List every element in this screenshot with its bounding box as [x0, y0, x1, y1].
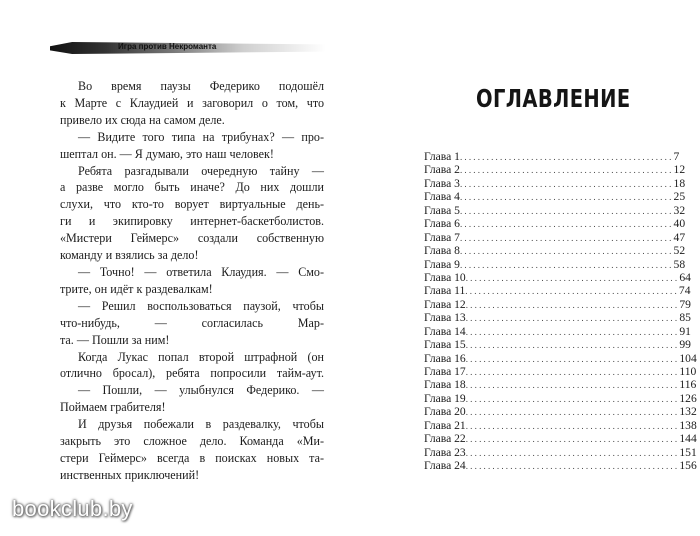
toc-page-number: 110 — [679, 365, 697, 378]
toc-row — [424, 391, 697, 405]
text-line: Когда Лукас попал второй штрафной (он — [78, 349, 324, 364]
text-line: — Точно! — ответила Клаудия. — Смо- — [78, 264, 324, 279]
text-line: команду и взялись за дело! — [60, 248, 199, 263]
toc-page-number: 91 — [679, 324, 691, 338]
toc-leader-dots: ................................................ — [465, 353, 680, 364]
toc-leader-dots: ................................................ — [459, 205, 674, 216]
text-line: «Мистери Геймерс» создали собственную — [60, 231, 324, 246]
toc-page-number: 64 — [679, 270, 691, 284]
toc-leader-dots: ................................................ — [459, 232, 674, 243]
text-line: к Марте с Клаудией и заговорил о том, что — [60, 95, 324, 110]
toc-page-number: 156 — [679, 459, 697, 473]
toc-leader-dots: ................................................ — [459, 259, 674, 270]
toc-chapter-label: Глава 10 — [424, 270, 466, 284]
toc-page-number: 85 — [679, 311, 691, 325]
toc-leader-dots: ................................................ — [459, 165, 674, 176]
toc-row — [424, 405, 697, 419]
toc-chapter-label: Глава 8 — [424, 244, 460, 258]
text-line: та. — Пошли за ним! — [60, 332, 170, 347]
toc-page-number: 74 — [678, 284, 691, 298]
toc-chapter-label: Глава 4 — [424, 190, 460, 204]
text-line: шептал он. — Я думаю, это наш человек! — [60, 146, 274, 161]
toc-leader-dots: ................................................ — [465, 326, 680, 337]
toc-chapter-label: Глава 13 — [424, 311, 466, 325]
toc-leader-dots: ................................................ — [465, 380, 680, 391]
toc-chapter-label: Глава 7 — [424, 230, 460, 244]
toc-row — [424, 418, 697, 432]
toc-leader-dots: ................................................ — [465, 393, 680, 404]
toc-leader-dots: ................................................ — [459, 219, 674, 230]
toc-chapter-label: Глава 24 — [424, 459, 466, 473]
toc-row — [424, 365, 697, 378]
toc-page-number: 99 — [679, 338, 691, 352]
toc-row — [424, 203, 686, 217]
toc-chapter-label: Глава 9 — [424, 257, 460, 271]
text-line: стери Геймерс» всегда в поисках новых та- — [60, 450, 324, 465]
toc-row — [424, 163, 686, 177]
text-line: — Пошли, — улыбнулся Федерико. — — [78, 383, 324, 398]
toc-chapter-label: Глава 23 — [424, 445, 466, 459]
toc-row — [424, 459, 697, 473]
toc-row — [424, 190, 686, 204]
toc-chapter-label: Глава 6 — [424, 217, 460, 231]
toc-leader-dots: ................................................ — [459, 178, 674, 189]
toc-chapter-label: Глава 12 — [424, 297, 466, 311]
toc-chapter-label: Глава 2 — [424, 163, 460, 177]
text-line: слухи, что кто-то ворует виртуальные день- — [60, 197, 324, 212]
toc-page-number: 25 — [673, 190, 686, 204]
toc-leader-dots: ................................................ — [465, 420, 680, 431]
toc-page-number: 144 — [679, 432, 697, 446]
table-of-contents — [424, 150, 697, 473]
toc-row — [424, 445, 697, 459]
toc-chapter-label: Глава 11 — [424, 284, 466, 298]
toc-chapter-label: Глава 19 — [424, 391, 466, 405]
text-line: И друзья побежали в раздевалку, чтобы — [78, 417, 324, 432]
toc-row — [424, 378, 697, 392]
toc-page-number: 126 — [679, 391, 697, 405]
toc-page-number: 104 — [679, 351, 697, 365]
toc-leader-dots: ................................................ — [465, 434, 680, 445]
toc-page-number: 7 — [673, 150, 680, 163]
running-head-title: Игра против Некроманта — [118, 42, 217, 51]
toc-page-number: 40 — [673, 217, 686, 231]
toc-row — [424, 297, 691, 311]
toc-chapter-label: Глава 22 — [424, 432, 466, 446]
text-line: что-нибудь, — согласилась Мар- — [60, 315, 324, 330]
toc-page-number: 132 — [679, 405, 697, 419]
right-page — [384, 22, 697, 496]
toc-page-number: 18 — [673, 176, 686, 190]
toc-chapter-label: Глава 18 — [424, 378, 466, 392]
toc-row — [424, 338, 691, 352]
text-line: закрыть это сложное дело. Команда «Ми- — [60, 434, 324, 449]
text-line: Поймаем грабителя! — [60, 400, 166, 415]
toc-leader-dots: ................................................ — [459, 152, 674, 162]
text-line: — Решил воспользоваться паузой, чтобы — [78, 298, 324, 313]
toc-chapter-label: Глава 16 — [424, 351, 466, 365]
toc-chapter-label: Глава 20 — [424, 405, 466, 419]
toc-page-number: 138 — [679, 418, 697, 432]
toc-chapter-label: Глава 14 — [424, 324, 466, 338]
toc-page-number: 47 — [673, 230, 686, 244]
toc-leader-dots: ................................................ — [465, 313, 680, 324]
toc-leader-dots: ................................................ — [465, 340, 680, 351]
toc-leader-dots: ................................................ — [459, 246, 674, 257]
toc-leader-dots: ................................................ — [465, 461, 680, 472]
watermark-logo: bookclub.by — [12, 496, 133, 521]
toc-page-number: 116 — [679, 378, 697, 392]
left-page — [28, 22, 338, 496]
text-line: ги и экипировку интернет-баскетболистов. — [60, 214, 324, 229]
text-line: инственных приключений! — [60, 467, 200, 482]
story-text — [60, 78, 324, 484]
toc-leader-dots: ................................................ — [465, 272, 680, 283]
toc-row — [424, 270, 691, 284]
toc-row — [424, 324, 691, 338]
text-line: Во время паузы Федерико подошёл — [78, 79, 324, 93]
toc-chapter-label: Глава 21 — [424, 418, 466, 432]
toc-row — [424, 351, 697, 365]
toc-leader-dots: ................................................ — [465, 299, 680, 310]
toc-row — [424, 150, 680, 163]
toc-leader-dots: ................................................ — [465, 447, 680, 458]
toc-row — [424, 257, 686, 271]
text-line: привело их сюда на самом деле. — [60, 112, 225, 127]
toc-chapter-label: Глава 15 — [424, 338, 466, 352]
toc-leader-dots: ................................................ — [465, 286, 679, 297]
text-line: а разве могло быть иначе? До них дошли — [60, 180, 324, 195]
toc-row — [424, 432, 697, 446]
toc-page-number: 12 — [673, 163, 686, 177]
toc-chapter-label: Глава 17 — [424, 365, 466, 378]
toc-chapter-label: Глава 1 — [424, 150, 460, 163]
toc-row — [424, 230, 686, 244]
book-spread — [28, 22, 697, 496]
toc-row — [424, 217, 686, 231]
toc-page-number: 52 — [673, 244, 686, 258]
text-line: — Видите того типа на трибунах? — про- — [78, 129, 324, 144]
toc-row — [424, 176, 686, 190]
toc-row — [424, 284, 691, 298]
toc-page-number: 58 — [673, 257, 686, 271]
toc-chapter-label: Глава 3 — [424, 176, 460, 190]
toc-page-number: 151 — [679, 445, 697, 459]
text-line: трите, он идёт к раздевалкам! — [60, 281, 213, 296]
text-line: Ребята разгадывали очередную тайну — — [78, 163, 324, 178]
toc-leader-dots: ................................................ — [465, 367, 680, 377]
toc-chapter-label: Глава 5 — [424, 203, 460, 217]
toc-row — [424, 311, 691, 325]
toc-leader-dots: ................................................ — [459, 192, 674, 203]
toc-leader-dots: ................................................ — [465, 407, 680, 418]
toc-row — [424, 244, 686, 258]
toc-title: ОГЛАВЛЕНИЕ — [476, 84, 631, 113]
text-line: отлично бросал), ребята попросили тайм-аут. — [60, 366, 324, 381]
toc-page-number: 79 — [679, 297, 691, 311]
toc-page-number: 32 — [673, 203, 686, 217]
